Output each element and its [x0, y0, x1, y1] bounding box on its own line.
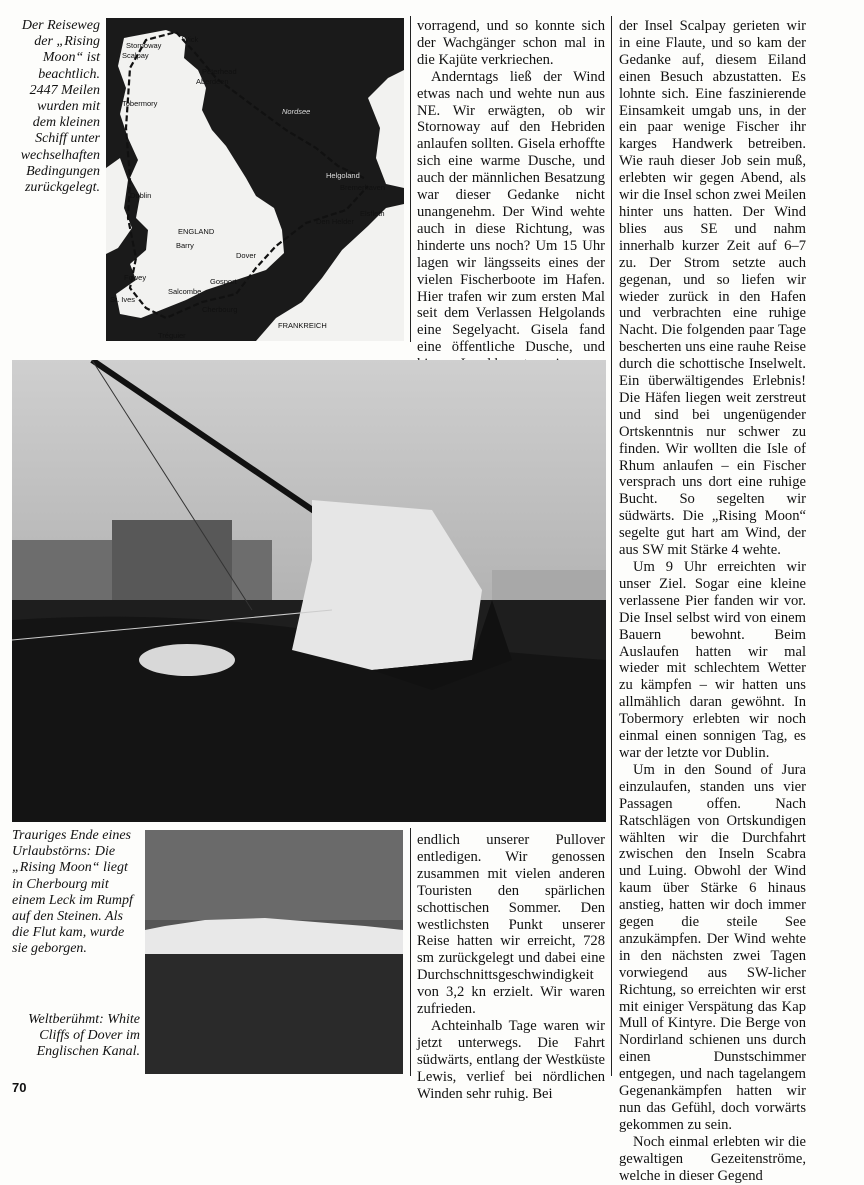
middle-column-bottom: [417, 832, 605, 1103]
label-helgoland: Helgoland: [326, 171, 360, 180]
wreck-caption: Trauriges Ende eines Urlaubstörns: Die „Rising Moon“ liegt in Cherbourg mit einem Leck im Rumpf auf den Steinen. Als die Flut kam, wurde sie geborgen.: [12, 828, 133, 957]
label-treguier: Tréguier: [158, 331, 186, 340]
label-salcombe: Salcombe: [168, 287, 202, 296]
label-bremerhaven: Bremerhaven: [340, 183, 386, 192]
label-fowey: Fowey: [124, 273, 147, 282]
paragraph: der Insel Scalpay gerieten wir in eine Flaute, und so kam der Gedanke auf, diesem Eiland einen Besuch abzustatten. Es lohnte sich. Eine faszinierende Einsamkeit umgab uns, in der ein paar wenige Fischer ihr karges Handwerk betreiben. Wie rauh dieser Job sein muß, erlebten wir gegen Abend, als wir die Insel schon zwei Meilen hinter uns hatten. Der Wind blies aus SE und nahm innerhalb kurzer Zeit auf 6–7 zu. Der Strom setzte auch gegenan, und so liefen wir wieder zurück in den Hafen und verbrachten eine ruhige Nacht. Die folgenden paar Tage bescherten uns eine rauhe Reise durch die schottische Inselwelt. Ein überwältigendes Erlebnis! Die Häfen liegen weit zerstreut und sind bei ungenügender Ortskenntnis nur schwer zu finden. Wir wollten die Isle of Rhum anlaufen – ein Fischer versprach uns dort eine ruhige Bucht. So segelten wir südwärts. Die „Rising Moon“ segelte gut hart am Wind, der aus SW mit Stärke 4 wehte.: [619, 18, 806, 559]
wreck-photo: [12, 360, 606, 822]
label-stornoway: Stornoway: [126, 41, 162, 50]
paragraph: Um 9 Uhr erreichten wir unser Ziel. Sogar eine kleine verlassene Pier fanden wir vor. Die Insel selbst wird von einem Bauern bewohnt. Beim Auslaufen hatten wir mal wieder mit schlechtem Wetter zu kämpfen – wir hatten uns allmählich daran gewöhnt. In Tobermory erlebten wir noch einmal einen sonnigen Tag, es war der letzte vor Dublin.: [619, 559, 806, 761]
route-map: [106, 18, 404, 341]
paragraph: Noch einmal erlebten wir die gewaltigen Gezeitenströme, welche in dieser Gegend: [619, 1133, 806, 1184]
label-dover: Dover: [236, 251, 257, 260]
cliffs-caption: Weltberühmt: White Cliffs of Dover im Englischen Kanal.: [28, 1012, 140, 1060]
label-england: ENGLAND: [178, 227, 215, 236]
wreck-photo-svg: [12, 360, 606, 822]
column-rule: [410, 828, 411, 1076]
route-map-svg: [106, 18, 404, 341]
paragraph: Anderntags ließ der Wind etwas nach und wehte nun aus NE. Wir erwägten, ob wir Stornoway auf den Hebriden anlaufen sollten. Gisela erhoffte sich eine warme Dusche, und auch der männlichen Besatzung war dieser Gedanke nicht unangenehm. Der Wind wehte auch in diese Richtung, was hinderte uns noch? Um 15 Uhr lagen wir längsseits eines der vielen Fischerboote im Hafen. Hier trafen wir zum ersten Mal seit dem Verlassen Helgolands eine Segelyacht. Gisela fand eine öffentliche Dusche, und: [417, 68, 605, 356]
label-elsfleth: Elsfleth: [360, 209, 385, 218]
label-cherbourg: Cherbourg: [202, 305, 238, 314]
map-caption: Der Reiseweg der „Rising Moon“ ist beachtlich. 2447 Meilen wurden mit dem kleinen Schiff unter wechselhaften Bedingungen zurückgelegt.: [20, 18, 100, 196]
page-number: 70: [12, 1080, 27, 1095]
paragraph: endlich unserer Pullover entledigen. Wir genossen zusammen mit vielen anderen Touristen den spärlichen schottischen Sommer. Den westlichsten Punkt unserer Reise hatten wir erreicht, 728 sm zurückgelegt und dabei eine Durchschnittsgeschwindigkeit von 3,2 kn erzielt. Wir waren zufrieden.: [417, 832, 605, 1018]
paragraph: Um in den Sound of Jura einzulaufen, standen uns vier Passagen offen. Nach Ratschlägen von Ortskundigen wählten wir die Durchfahrt zwischen den Inseln Scabra und Luing. Obwohl der Wind kaum über Stärke 6 hinaus anstieg, hatten wir doch immer gegen die steile See anzukämpfen. Der Wind wehte in den nächsten zwei Tagen vorwiegend aus SW-licher Richtung, so erreichten wir erst mit einiger Verspätung das Kap Mull of Kintyre. Die Berge von Nordirland schienen uns durch einen Dunstschimmer entgegen, und nach tagelangem Gegenankämpfen hatten wir nun das Gefühl, doch vorwärts gekommen zu sein.: [619, 761, 806, 1133]
cliffs-photo: [145, 830, 403, 1074]
label-peterhead: Peterhead: [202, 67, 237, 76]
middle-column-top: [417, 18, 605, 373]
cliffs-photo-svg: [145, 830, 403, 1074]
right-column: [619, 18, 806, 1185]
paragraph: vorragend, und so konnte sich der Wachgänger schon mal in die Kajüte verkriechen.: [417, 18, 605, 68]
label-st-ives: St. Ives: [110, 295, 136, 304]
label-frankreich: FRANKREICH: [278, 321, 327, 330]
label-tobermory: Tobermory: [122, 99, 158, 108]
label-wick: Wick: [182, 35, 199, 44]
column-rule: [410, 16, 411, 342]
label-den-helder: Den Helder: [316, 217, 354, 226]
label-nordsee: Nordsee: [282, 107, 311, 116]
label-gosport: Gosport: [210, 277, 237, 286]
label-barry: Barry: [176, 241, 194, 250]
label-scalpay: Scalpay: [122, 51, 149, 60]
label-aberdeen: Aberdeen: [196, 77, 229, 86]
label-dublin: Dublin: [130, 191, 152, 200]
column-rule: [611, 16, 612, 1076]
paragraph: Achteinhalb Tage waren wir jetzt unterwegs. Die Fahrt südwärts, entlang der Westküste Lewis, verlief bei nördlichen Winden sehr ruhig. Bei: [417, 1017, 605, 1102]
